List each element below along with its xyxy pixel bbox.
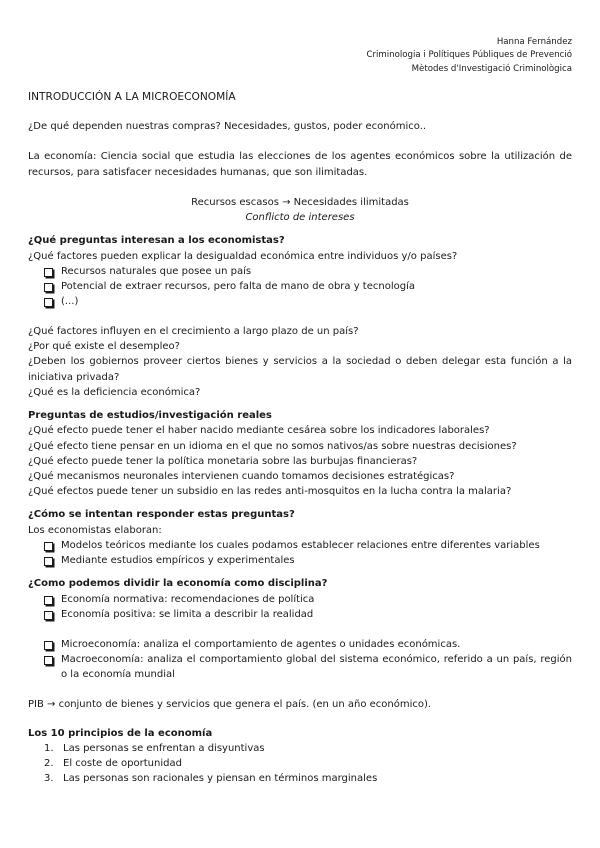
study-question: ¿Qué efectos puede tener un subsidio en las redes anti-mosquitos en la lucha contra la malaria? [28,486,512,498]
study-question: ¿Qué efecto puede tener la política monetaria sobre las burbujas financieras? [28,455,418,467]
section-heading-ten-principles: Los 10 principios de la economía [28,727,213,739]
list-item: (...) [44,294,572,309]
inequality-question: ¿Qué factores pueden explicar la desigualdad económica entre individuos y/o países? [28,250,458,262]
section-heading-how-answer: ¿Cómo se intentan responder estas preguntas? [28,509,295,521]
checkbox-bullet-icon [44,542,53,551]
intro-question: ¿De qué dependen nuestras compras? Necesidades, gustos, poder económico.. [28,121,427,133]
section-heading-economist-questions: ¿Qué preguntas interesan a los economistas? [28,235,285,247]
list-item: Potencial de extraer recursos, pero falta de mano de obra y tecnología [44,279,572,294]
methods-list [28,538,572,568]
author-name: Hanna Fernández [496,37,572,47]
micro-macro-list [28,637,572,682]
list-item: 1. Las personas se enfrentan a disyuntivas [44,743,265,755]
pib-definition: PIB → conjunto de bienes y servicios que genera el país. (en un año económico). [28,698,432,710]
scarcity-line: Recursos escasos → Necesidades ilimitadas [191,196,409,208]
list-item: 2. El coste de oportunidad [44,758,182,770]
list-item: Microeconomía: analiza el comportamiento de agentes o unidades económicas. [44,637,572,652]
list-item: Economía positiva: se limita a describir la realidad [44,607,572,622]
checkbox-bullet-icon [44,656,53,665]
document-header [28,36,572,76]
list-item: Macroeconomía: analiza el comportamiento global del sistema económico, referido a un país, región o la economía mundial [44,652,572,682]
question-line: ¿Por qué existe el desempleo? [28,341,180,353]
checkbox-bullet-icon [44,557,53,566]
checkbox-bullet-icon [44,283,53,292]
study-question: ¿Qué efecto tiene pensar en un idioma en el que no somos nativos/as sobre nuestras decisiones? [28,440,517,452]
section-heading-real-studies: Preguntas de estudios/investigación reales [28,409,272,421]
program-name: Criminologia i Polítiques Públiques de Prevenció [366,50,572,61]
conflict-line: Conflicto de intereses [245,212,355,224]
principles-list [28,741,572,786]
question-line: ¿Deben los gobiernos proveer ciertos bienes y servicios a la sociedad o deben delegar esta función a la iniciativa privada? [28,356,572,383]
list-item: Recursos naturales que posee un país [44,264,572,279]
course-name: Mètodes d'Investigació Criminològica [411,63,572,74]
normative-positive-list [28,592,572,622]
list-item: 3. Las personas son racionales y piensan en términos marginales [44,773,378,785]
list-item: Modelos teóricos mediante los cuales podamos establecer relaciones entre diferentes variables [44,538,572,553]
question-line: ¿Qué es la deficiencia económica? [28,386,201,398]
list-item: Economía normativa: recomendaciones de política [44,592,572,607]
study-question: ¿Qué mecanismos neuronales intervienen cuando tomamos decisiones estratégicas? [28,471,455,483]
list-item: Mediante estudios empíricos y experimentales [44,553,572,568]
inequality-factors-list [28,264,572,309]
economists-lead: Los economistas elaboran: [28,524,162,536]
question-line: ¿Qué factores influyen en el crecimiento a largo plazo de un país? [28,325,359,337]
document-page [28,36,572,786]
checkbox-bullet-icon [44,596,53,605]
checkbox-bullet-icon [44,298,53,307]
section-heading-divide-economy: ¿Como podemos dividir la economía como disciplina? [28,578,328,590]
page-title: INTRODUCCIÓN A LA MICROECONOMÍA [28,91,236,104]
checkbox-bullet-icon [44,268,53,277]
checkbox-bullet-icon [44,641,53,650]
study-question: ¿Qué efecto puede tener el haber nacido mediante cesárea sobre los indicadores laborales? [28,425,490,437]
checkbox-bullet-icon [44,611,53,620]
economy-definition: La economía: Ciencia social que estudia las elecciones de los agentes económicos sobre la utilización de recursos, para satisfacer necesidades humanas, que son ilimitadas. [28,151,572,178]
